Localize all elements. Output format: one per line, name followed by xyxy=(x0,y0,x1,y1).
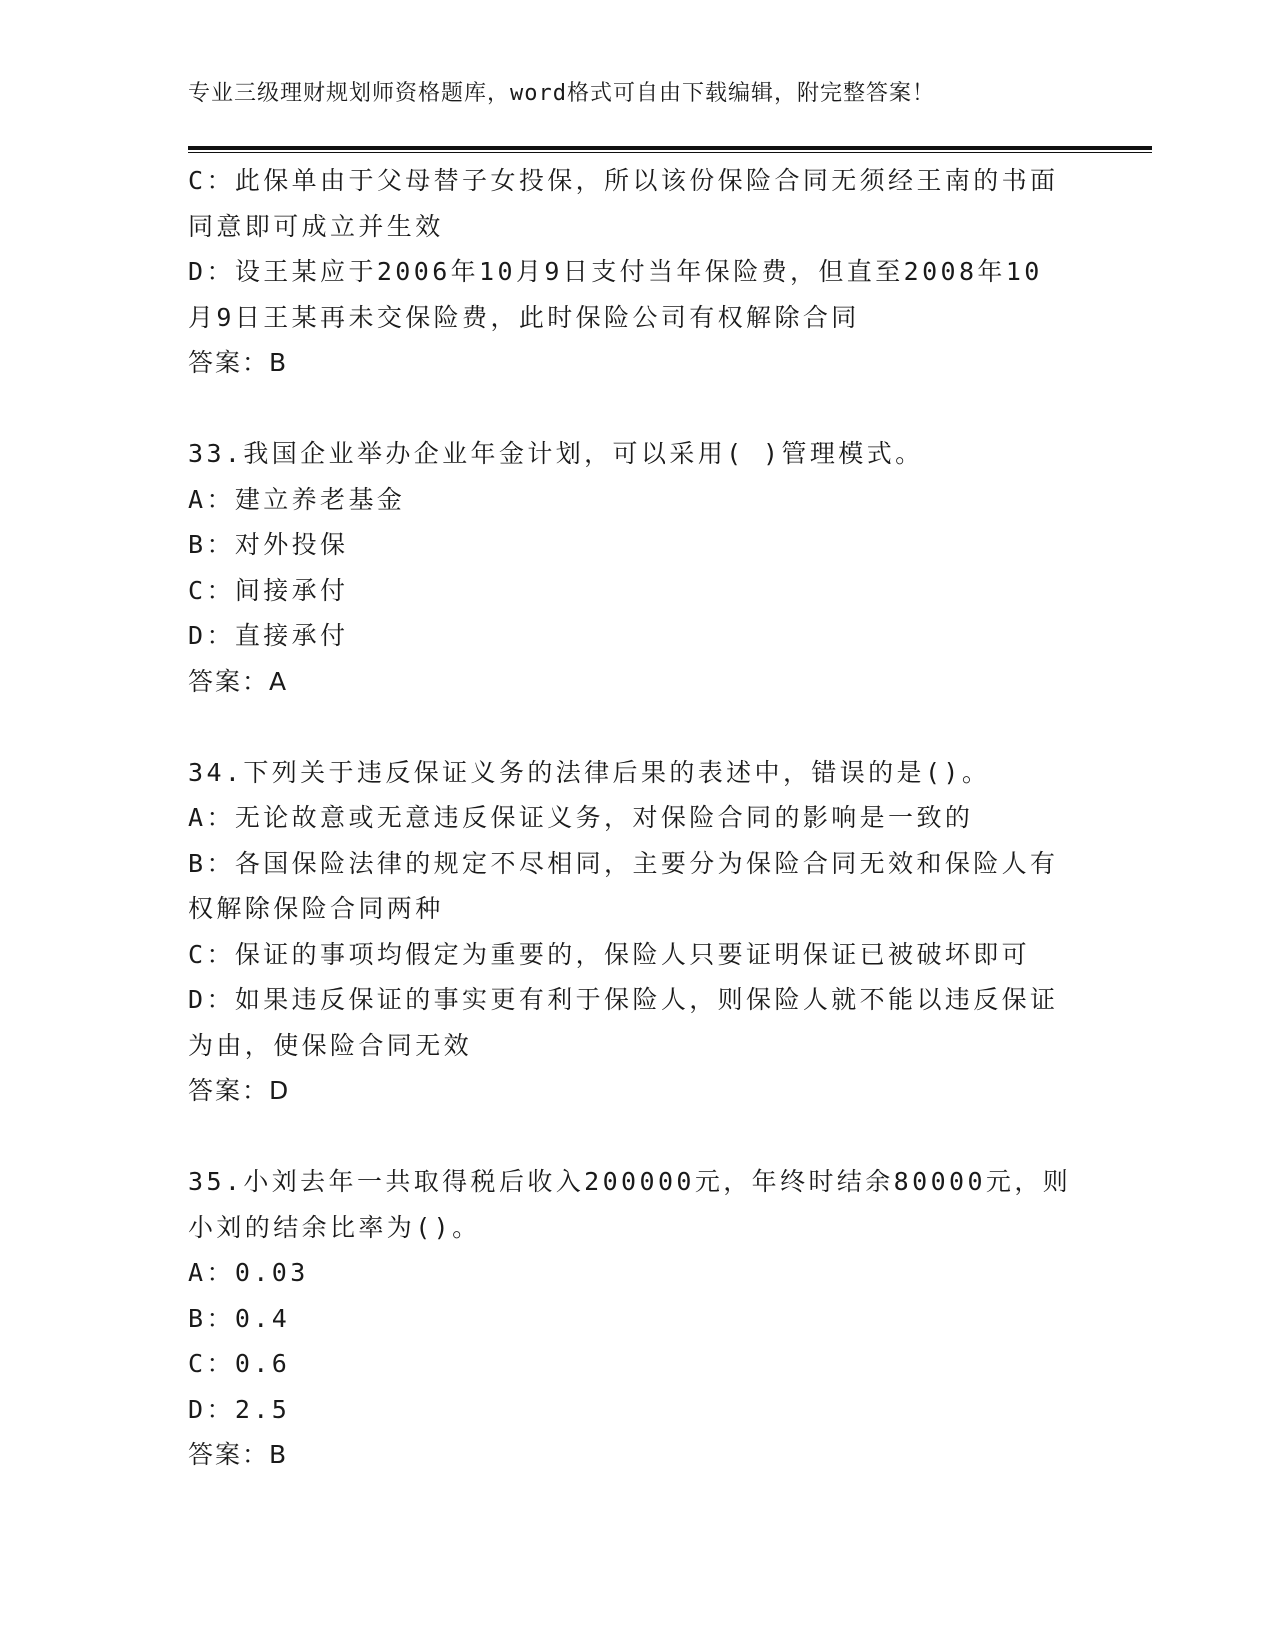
option-d: D：如果违反保证的事实更有利于保险人，则保险人就不能以违反保证 xyxy=(188,985,1059,1014)
question-33 xyxy=(188,431,1088,704)
header-divider-thin xyxy=(188,152,1152,153)
option-d-continued: 月9日王某再未交保险费，此时保险公司有权解除合同 xyxy=(188,302,860,332)
question-35 xyxy=(188,1159,1088,1478)
answer: 答案：B xyxy=(188,1440,289,1469)
option-c: C：间接承付 xyxy=(188,575,349,605)
question-32-continued xyxy=(188,158,1088,386)
page-header: 专业三级理财规划师资格题库，word格式可自由下载编辑，附完整答案！ xyxy=(188,81,935,106)
question-stem: 34.下列关于违反保证义务的法律后果的表述中，错误的是()。 xyxy=(188,757,991,787)
option-b: B：0.4 xyxy=(188,1303,291,1333)
answer: 答案：A xyxy=(188,666,289,696)
option-a: A：0.03 xyxy=(188,1258,309,1287)
question-stem-continued: 小刘的结余比率为()。 xyxy=(188,1212,481,1242)
option-c: C：保证的事项均假定为重要的，保险人只要证明保证已被破坏即可 xyxy=(188,939,1031,969)
header-divider-thick xyxy=(188,146,1152,150)
option-b-continued: 权解除保险合同两种 xyxy=(188,894,444,923)
option-b: B：各国保险法律的规定不尽相同，主要分为保险合同无效和保险人有 xyxy=(188,848,1059,878)
question-34 xyxy=(188,750,1088,1114)
spacer xyxy=(188,704,1088,750)
option-d: D：2.5 xyxy=(188,1394,291,1424)
option-c: C：此保单由于父母替子女投保，所以该份保险合同无须经王南的书面 xyxy=(188,166,1059,195)
spacer xyxy=(188,1114,1088,1160)
answer: 答案：B xyxy=(188,348,289,377)
question-content xyxy=(188,158,1088,1478)
spacer xyxy=(188,386,1088,432)
option-d-continued: 为由，使保险合同无效 xyxy=(188,1030,473,1060)
option-d: D：设王某应于2006年10月9日支付当年保险费，但直至2008年10 xyxy=(188,257,1043,286)
answer: 答案：D xyxy=(188,1076,291,1105)
option-a: A：无论故意或无意违反保证义务，对保险合同的影响是一致的 xyxy=(188,803,974,832)
option-c-continued: 同意即可成立并生效 xyxy=(188,211,444,241)
question-stem: 35.小刘去年一共取得税后收入200000元，年终时结余80000元，则 xyxy=(188,1167,1072,1196)
option-b: B：对外投保 xyxy=(188,530,349,559)
option-a: A：建立养老基金 xyxy=(188,484,406,514)
question-stem: 33.我国企业举办企业年金计划，可以采用( )管理模式。 xyxy=(188,439,924,468)
option-d: D：直接承付 xyxy=(188,621,349,650)
option-c: C：0.6 xyxy=(188,1349,291,1378)
